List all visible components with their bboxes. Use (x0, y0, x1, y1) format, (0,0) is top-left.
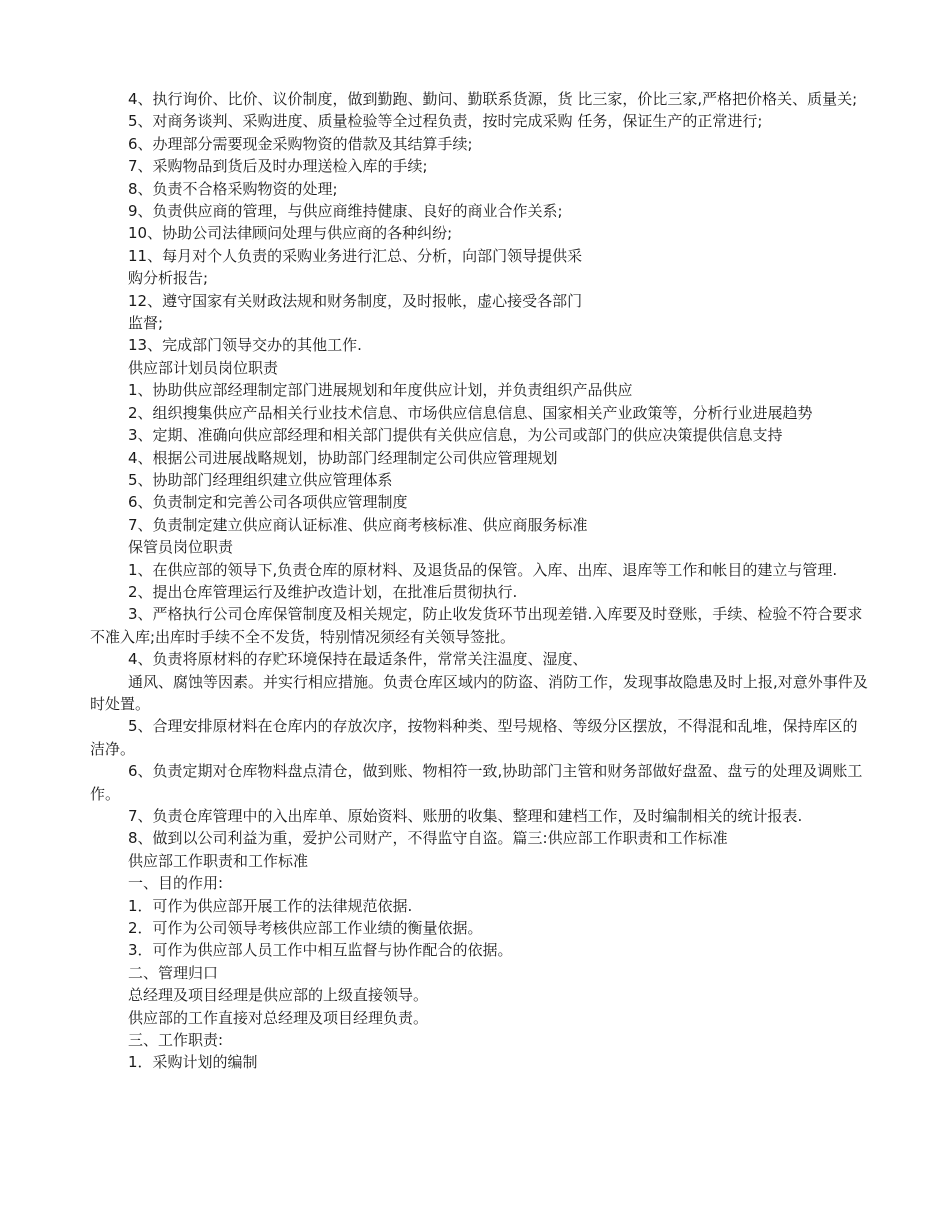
subsection-heading: 三、工作职责: (128, 1031, 224, 1050)
paragraph: 2．可作为公司领导考核供应部工作业绩的衡量依据。 (128, 919, 483, 938)
paragraph: 通风、腐蚀等因素。并实行相应措施。负责仓库区域内的防盗、消防工作，发现事故隐患及时上报,对意外事件及时处置。 (90, 672, 868, 713)
paragraph: 7、负责仓库管理中的入出库单、原始资料、账册的收集、整理和建档工作，及时编制相关的统计报表. (128, 807, 803, 825)
paragraph: 1、协助供应部经理制定部门进展规划和年度供应计划，并负责组织产品供应 (128, 381, 633, 400)
paragraph: 2、组织搜集供应产品相关行业技术信息、市场供应信息信息、国家相关产业政策等，分析行业进展趋势 (128, 403, 813, 422)
paragraph: 9、负责供应商的管理，与供应商维持健康、良好的商业合作关系; (128, 202, 563, 221)
paragraph: 1．可作为供应部开展工作的法律规范依据. (128, 896, 413, 915)
section-heading: 供应部计划员岗位职责 (128, 358, 279, 377)
paragraph: 3．可作为供应部人员工作中相互监督与协作配合的依据。 (128, 941, 513, 960)
paragraph: 8、做到以公司利益为重，爱护公司财产，不得监守自盗。篇三:供应部工作职责和工作标准 (128, 829, 728, 848)
paragraph: 3、严格执行公司仓库保管制度及相关规定，防止收发货环节出现差错.入库要及时登账，手续、检验不符合要求不准入库;出库时手续不全不发货，特别情况须经有关领导签批。 (90, 605, 863, 646)
subsection-heading: 二、管理归口 (128, 963, 219, 982)
paragraph: 7、采购物品到货后及时办理送检入库的手续; (128, 157, 428, 176)
paragraph: 12、遵守国家有关财政法规和财务制度，及时报帐，虚心接受各部门 (128, 291, 583, 310)
paragraph: 4、执行询价、比价、议价制度，做到勤跑、勤问、勤联系货源，货 比三家，价比三家,严格把价格关、质量关; (128, 90, 858, 108)
paragraph: 5、对商务谈判、采购进度、质量检验等全过程负责，按时完成采购 任务，保证生产的正常进行; (128, 112, 763, 131)
paragraph: 1．采购计划的编制 (128, 1053, 258, 1072)
paragraph: 监督; (128, 314, 164, 333)
paragraph: 6、负责制定和完善公司各项供应管理制度 (128, 493, 408, 512)
paragraph: 6、负责定期对仓库物料盘点清仓，做到账、物相符一致,协助部门主管和财务部做好盘盈、盘亏的处理及调账工作。 (90, 762, 863, 803)
paragraph: 8、负责不合格采购物资的处理; (128, 179, 338, 198)
paragraph: 总经理及项目经理是供应部的上级直接领导。 (128, 986, 429, 1005)
paragraph: 4、负责将原材料的存贮环境保持在最适条件，常常关注温度、湿度、 (128, 650, 588, 669)
paragraph: 供应部的工作直接对总经理及项目经理负责。 (128, 1008, 429, 1027)
subsection-heading: 一、目的作用: (128, 874, 224, 893)
paragraph: 1、在供应部的领导下,负责仓库的原材料、及退货品的保管。入库、出库、退库等工作和帐目的建立与管理. (128, 560, 838, 579)
paragraph: 4、根据公司进展战略规划，协助部门经理制定公司供应管理规划 (128, 448, 558, 467)
paragraph: 5、协助部门经理组织建立供应管理体系 (128, 470, 393, 489)
section-heading: 保管员岗位职责 (128, 538, 234, 557)
section-heading: 供应部工作职责和工作标准 (128, 851, 309, 870)
paragraph: 11、每月对个人负责的采购业务进行汇总、分析，向部门领导提供采 (128, 246, 583, 265)
paragraph: 购分析报告; (128, 269, 209, 288)
paragraph: 5、合理安排原材料在仓库内的存放次序，按物料种类、型号规格、等级分区摆放，不得混和乱堆，保持库区的洁净。 (90, 717, 858, 758)
paragraph: 2、提出仓库管理运行及维护改造计划，在批准后贯彻执行. (128, 582, 518, 601)
document-page (90, 88, 870, 1074)
paragraph: 13、完成部门领导交办的其他工作. (128, 336, 362, 355)
paragraph: 3、定期、准确向供应部经理和相关部门提供有关供应信息，为公司或部门的供应决策提供信息支持 (128, 426, 783, 445)
paragraph: 7、负责制定建立供应商认证标准、供应商考核标准、供应商服务标准 (128, 515, 588, 534)
paragraph: 10、协助公司法律顾问处理与供应商的各种纠纷; (128, 224, 453, 243)
paragraph: 6、办理部分需要现金采购物资的借款及其结算手续; (128, 134, 473, 153)
